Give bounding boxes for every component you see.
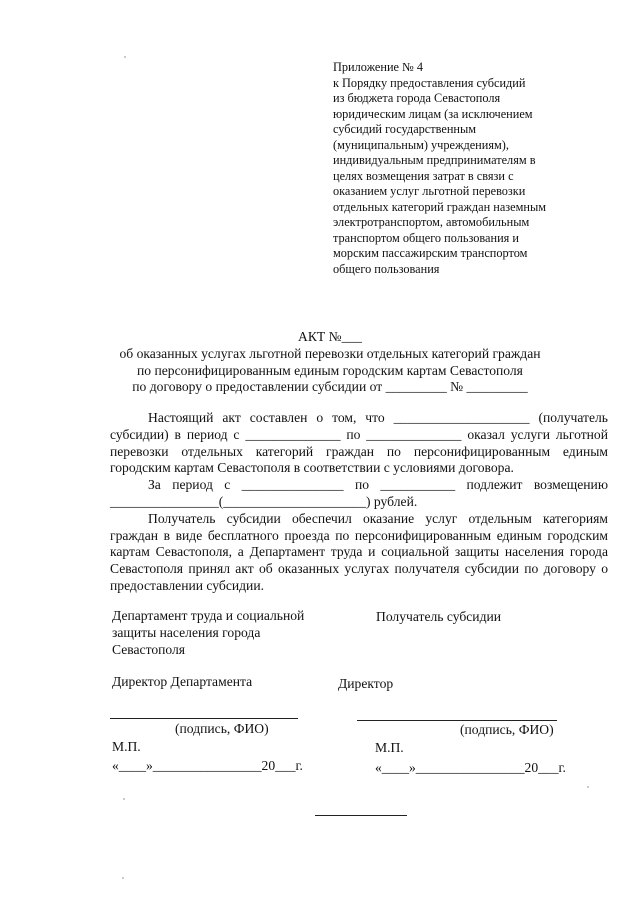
appendix-line: Приложение № 4 [333, 60, 424, 74]
act-subtitle-line: об оказанных услугах льготной перевозки отдельных категорий граждан [119, 345, 541, 361]
act-subtitle-line: по договору о предоставлении субсидии от _________ № _________ [132, 379, 528, 395]
left-signature-line [110, 718, 298, 719]
appendix-line: индивидуальным предпринимателям в [333, 153, 536, 167]
left-date: «____»________________20___г. [112, 758, 303, 773]
appendix-line: целях возмещения затрат в связи с [333, 168, 514, 183]
act-title: АКТ №___ [298, 329, 362, 344]
appendix-line: транспортом общего пользования и [333, 230, 519, 245]
bottom-divider-line [315, 815, 407, 816]
right-stamp: М.П. [375, 740, 404, 755]
left-party-line3: Севастополя [112, 642, 186, 657]
act-subtitle-line: по персонифицированным единым городским картам Севастополя [137, 362, 523, 378]
appendix-line: отдельных категорий граждан наземным [333, 199, 547, 214]
body-paragraph-1: Настоящий акт составлен о том, что ____________________ (получатель субсидии) в период с ______________ по ______________ оказал услуги льготной перевозки отдельных категорий граждан по персонифицированным единым городским картам Севастополя в соответствии с условиями договора. [110, 410, 608, 476]
left-stamp: М.П. [112, 739, 141, 754]
left-party-line1: Департамент труда и социальной [112, 608, 305, 623]
appendix-header [333, 60, 583, 277]
act-body [110, 410, 608, 595]
appendix-line: из бюджета города Севастополя [333, 91, 501, 105]
appendix-line: юридическим лицам (за исключением [333, 106, 533, 121]
body-paragraph-2: За период с _______________ по ___________ подлежит возмещению ________________(_____________________) рублей. [110, 477, 608, 509]
appendix-line: к Порядку предоставления субсидий [333, 75, 526, 90]
appendix-line: общего пользования [333, 261, 440, 276]
left-position: Директор Департамента [112, 674, 253, 689]
scan-speck [123, 798, 125, 800]
appendix-line: морским пассажирским транспортом [333, 246, 528, 260]
appendix-line: субсидий государственным [333, 122, 477, 136]
appendix-line: оказанием услуг льготной перевозки [333, 184, 526, 198]
left-sign-caption: (подпись, ФИО) [175, 721, 269, 736]
scan-speck [124, 56, 126, 58]
right-date: «____»________________20___г. [375, 760, 566, 775]
appendix-line: (муниципальным) учреждениям), [333, 137, 509, 152]
left-party-line2: защиты населения города [112, 625, 261, 640]
act-title-block [100, 329, 560, 396]
right-signature-line [357, 720, 557, 721]
appendix-line: электротранспортом, автомобильным [333, 215, 530, 229]
right-position: Директор [338, 676, 394, 691]
right-party-title: Получатель субсидии [376, 609, 502, 624]
scan-speck [122, 877, 124, 879]
body-paragraph-3: Получатель субсидии обеспечил оказание услуг отдельным категориям граждан в виде бесплатного проезда по персонифицированным единым городским картам Севастополя, а Департамент труда и социальной защиты населения города Севастополя принял акт об оказанных услугах получателя субсидии по договору о предоставлении субсидии. [110, 510, 608, 593]
right-sign-caption: (подпись, ФИО) [460, 722, 554, 737]
scan-speck [587, 786, 589, 788]
